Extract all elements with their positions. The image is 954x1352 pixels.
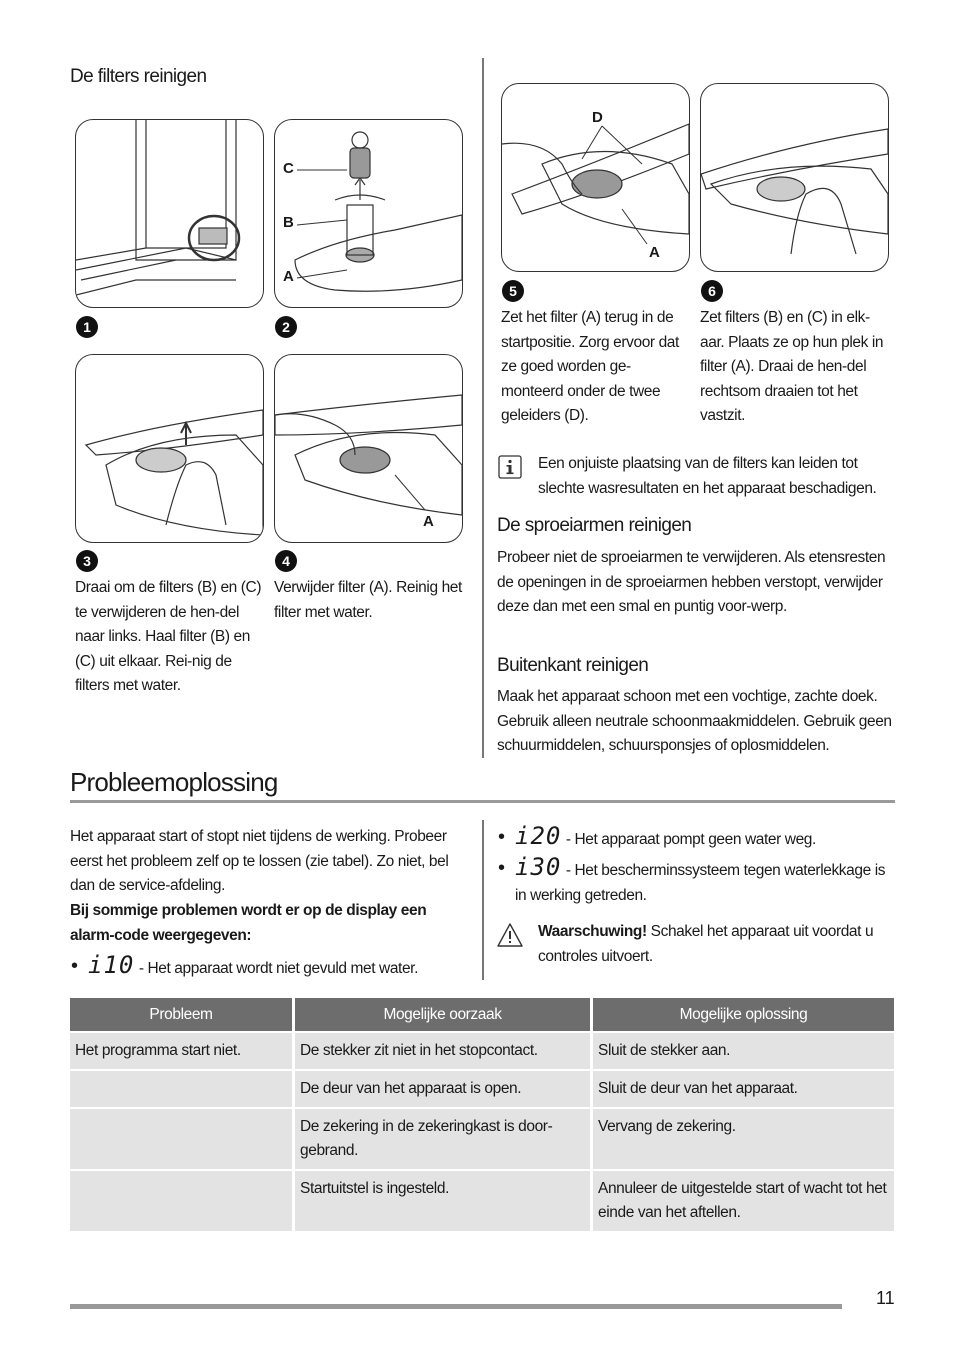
troubleshooting-heading: Probleemoplossing (70, 767, 278, 797)
alarm-code-i30-text: - Het bescherminssysteem tegen waterlekkage is in werking getreden. (515, 862, 886, 904)
alarm-intro: Bij sommige problemen wordt er op de display een alarm-code weergegeven: (70, 902, 427, 944)
outside-text: Maak het apparaat schoon met een vochtige, zachte doek. Gebruik alleen neutrale schoonmaakmiddelen. Gebruik geen schuurmiddelen, schuursponsjes of oplosmiddelen. (497, 688, 892, 754)
info-note-text: Een onjuiste plaatsing van de filters kan leiden tot slechte wasresultaten en het apparaat beschadigen. (538, 455, 877, 497)
info-icon (498, 455, 522, 479)
header-oplossing: Mogelijke oplossing (593, 998, 894, 1031)
step-1-number: 1 (76, 316, 98, 338)
callout-c: C (283, 160, 294, 177)
column-divider (482, 58, 484, 758)
table-header-row (70, 998, 894, 1031)
illustration-turn-handle (75, 354, 264, 543)
table-cell: Het programma start niet. (70, 1031, 295, 1069)
step-2-number: 2 (275, 316, 297, 338)
table-cell: Annuleer de uitgestelde start of wacht tot het einde van het aftellen. (593, 1169, 894, 1231)
illustration-refit-filter (501, 83, 690, 272)
illustration-filter-exploded (274, 119, 463, 308)
callout-b: B (283, 214, 294, 231)
alarm-code-i10: i10 (88, 951, 135, 979)
alarm-code-i20-text: - Het apparaat pompt geen water weg. (565, 831, 816, 848)
step-6-text: Zet filters (B) en (C) in elk-aar. Plaats ze op hun plek in filter (A). Draai de hen-del rechtsom draaien tot het vastzit. (700, 309, 884, 424)
illustration-assemble-filters (700, 83, 889, 272)
bullet: • (498, 826, 506, 848)
table-cell: Vervang de zekering. (593, 1107, 894, 1169)
table-cell (70, 1107, 295, 1169)
table-cell (70, 1169, 295, 1231)
trouble-intro: Het apparaat start of stopt niet tijdens de werking. Probeer eerst het probleem zelf op te lossen (zie tabel). Zo niet, bel dan de service-afdeling. (70, 828, 449, 894)
step-4-text: Verwijder filter (A). Reinig het filter met water. (274, 579, 462, 621)
spray-arms-heading: De sproeiarmen reinigen (497, 515, 692, 536)
bullet: • (498, 857, 506, 879)
table-cell: Startuitstel is ingesteld. (295, 1169, 593, 1231)
table-cell: De zekering in de zekeringkast is door-gebrand. (295, 1107, 593, 1169)
warning-text: Schakel het apparaat uit voordat u controles uitvoert. (538, 923, 874, 965)
callout-a: A (649, 244, 660, 261)
step-3-text: Draai om de filters (B) en (C) te verwijderen de hen-del naar links. Haal filter (B) en (C) uit elkaar. Rei-nig de filters met water. (75, 579, 262, 694)
step-5-number: 5 (502, 280, 524, 302)
alarm-code-i30: i30 (515, 853, 562, 881)
header-oorzaak: Mogelijke oorzaak (295, 998, 593, 1031)
filters-heading: De filters reinigen (70, 66, 207, 87)
heading-rule (70, 800, 895, 803)
bullet: • (71, 955, 79, 977)
table-cell: De deur van het apparaat is open. (295, 1069, 593, 1107)
table-row (70, 1031, 894, 1069)
warning-label: Waarschuwing! (538, 923, 647, 940)
warning-icon (496, 922, 524, 948)
step-5-text: Zet het filter (A) terug in de startpositie. Zorg ervoor dat ze goed worden ge-monteerd onder de twee geleiders (D). (501, 309, 679, 424)
spray-arms-text: Probeer niet de sproeiarmen te verwijderen. Als etensresten de openingen in de sproeiarmen hebben verstopt, verwijder deze dan met een smal en puntig voor-werp. (497, 549, 886, 615)
illustration-remove-filter (274, 354, 463, 543)
step-3-number: 3 (76, 550, 98, 572)
warning-text-block (538, 920, 893, 969)
problem-table (70, 998, 894, 1231)
callout-a: A (283, 268, 294, 285)
table-cell: Sluit de stekker aan. (593, 1031, 894, 1069)
table-cell (70, 1069, 295, 1107)
alarm-code-row-i20 (515, 822, 895, 853)
table-row (70, 1169, 894, 1231)
header-probleem: Probleem (70, 998, 295, 1031)
table-cell: Sluit de deur van het apparaat. (593, 1069, 894, 1107)
step-6-number: 6 (701, 280, 723, 302)
table-row (70, 1107, 894, 1169)
step-4-number: 4 (275, 550, 297, 572)
alarm-code-row-i10 (88, 951, 508, 982)
page-number: 11 (876, 1288, 895, 1308)
alarm-code-row-i30 (515, 853, 895, 908)
column-divider (482, 820, 484, 980)
table-cell: De stekker zit niet in het stopcontact. (295, 1031, 593, 1069)
table-row (70, 1069, 894, 1107)
callout-a: A (423, 513, 434, 530)
outside-heading: Buitenkant reinigen (497, 655, 649, 676)
illustration-dishwasher-open (75, 119, 264, 308)
callout-d: D (592, 109, 603, 126)
alarm-code-i20: i20 (515, 822, 562, 850)
alarm-code-i10-text: - Het apparaat wordt niet gevuld met water. (138, 960, 418, 977)
footer-rule (70, 1304, 842, 1309)
